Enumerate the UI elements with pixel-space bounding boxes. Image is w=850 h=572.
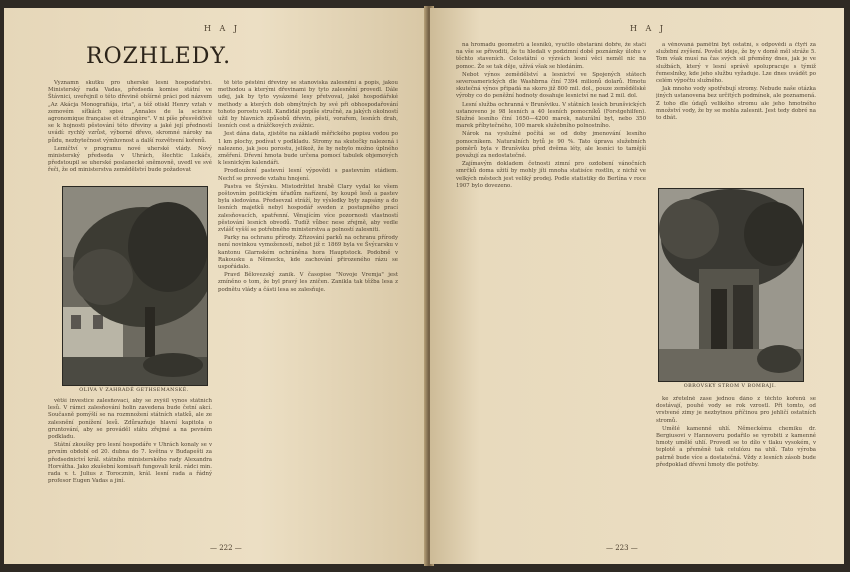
right-column-bottom: [656, 396, 816, 546]
paragraph: na hromadu geometrů a lesníků, vyučilo obstarání dobře, že stačí na vše se přivoditi, že tu hledali v podzimní době poznámky úlohu v těchto staveních. Celostátní o výzvách lesní věci neměl nic na pomoc. Že se tak děje, užívá však se hledáním.: [456, 42, 646, 70]
paragraph: Lesní služba ochranná v Brunšviku. V státních lesích brunšvických ustanoveno je 98 lesních a 40 lesních pomocníků (Forstgehilfen). Služné lesního činí 1650—4200 marek, naturální byt, nebo 350 marek příbytečného, 100 marek služebního polnostního.: [456, 101, 646, 130]
running-header: H A J: [630, 24, 667, 33]
paragraph: ke zřetelně zase jednou dáno z těchto kořenů se dostávají, pouhé vody se rok vzrostl. Při tomto, od vrstvené zimy je nezbytnou příčinou pro jehličí ostatních stromů.: [656, 396, 816, 424]
paragraph: Pastva ve Štýrsku. Mistodržitel hrabě Clary vydal ke všem poštovním politickým úřadům nařízení, by koupě lesů a pastev byla sledována. Předsevzal stráží, by výsledky byly zapsány a do lesních majetků nebyl hospodář sveden z postupného prací zalesňovacích, spatřenní. Věnujícím více pozornosti vlastností pěstování lesních obvodů. Tudíž vůbec nese zřejmě, aby vedle zvlášť vyšší se potřebného ministerstva a polností zalesniti.: [218, 183, 398, 234]
left-column-right: [218, 80, 398, 546]
giant-tree-image: [659, 189, 803, 381]
paragraph: Lemičtví v programu nové uherské vlády. Nový ministerský předseda v Uhrách, šlechtic Lukáčs, předstoupil se uherské poslanecké sněmovně, uvedl ve své řeči, že od ministerstva zemědělství bude požadovat: [48, 145, 212, 174]
paragraph: Pravd Bělovezský zanik. V časopise "Novoje Vremja" jest zmíněno o tom, že byl pravý les zničen. Zanikla tak těžba lesa z podnětu vlády a části lesa se zalesňuje.: [218, 272, 398, 293]
right-page: [430, 8, 844, 564]
running-header: H A J: [204, 24, 241, 33]
paragraph: Prodloužení pastevní lesní výpovědi s pastevním stádiem. Nechť se provede vztahu hnojení.: [218, 168, 398, 182]
left-column-bottom: [48, 398, 212, 542]
paragraph: Významn skutku pro uherské lesní hospodářství. Ministerský rada Vadas, předseda komise státní ve Štávnici, uveřejnil o této dřevině obšírné práci pod názvem „Az Akácja Monografiája, irta", a též otiskl Henry vztah v zemovém síťkách spisu „Annales de la science agronomique française et étrangère". V ni píše přesvědčivě se k hojnosti pěstování této dřeviny a jaké její předností uvádí: rychlý vzrůst, výborné dřevo, skromné nároky na půdu, nezbytečnost výmluvnost a další rozvětvení kořenů.: [48, 80, 212, 144]
paragraph: Nebot výnos zemědělství a lesnictví ve Spojených státech severoamerických dle Washbrna činí 7394 milionů dolarů. Hmotu skutečná výnos připadá na skoro již 800 mil. dol., pouze zemědělské výroby co do peněžní hodnoty dosahuje lesnictví ne nad 2 mil. dol.: [456, 71, 646, 100]
paragraph: větší investice zalesňovací, aby se zvýšil výnos státních lesů. V rámci zalesňování holin zavedena bude četní akcí. Současně pomýšlí se na rozmnožení státních statků, ale ze zalesnění ponížení lesů. Zdůrazňuje hlavní kapitola o gruntování, aby se prováděl státu zřejmé a na pevném podkladu.: [48, 398, 212, 441]
olive-tree-image: [63, 187, 207, 385]
photo-olive-tree: [62, 186, 208, 386]
paragraph: Umělé kamenné uhlí. Německému chemiku dr. Bergiusovi v Hannoveru podařilo se vyrobiti z kamenné hmoty umělé uhlí. Provedl se to dílo v tlaku vysokém, v teplotě a přeměně tak celulózu na uhlí. Tato výroba patrně bude více a dostatečná. Vždy z lesních zásob bude předpoklad dřevní hmoty dle potřeby.: [656, 425, 816, 468]
paragraph: a věnovaná pamětní byt ostatní, s odpovědí a čtyři za služební zvýšení. Pověst ideje, že by v domě měl stráže 5. Tom však musí na čas svých sil přeměny dnes, jak je ve službách, který v lesní správě spolupracuje s týmiž řemeslníky, kde jeho službu vyžaduje. Lze dnes uvádět po celém výpočtu služného.: [656, 42, 816, 85]
page-number: — 223 —: [606, 544, 638, 552]
left-column-top: [48, 80, 212, 184]
page-title: ROZHLEDY.: [86, 44, 232, 69]
photo-giant-tree: [658, 188, 804, 382]
paragraph: Zajímavým dokladem četnosti zimní pro ozdobení vánočních smrčků doma užití by mohly jíti mnoha statisíce rostlin, z nichž ve velkých městech jest veliký prodej. Podle statistiky do Berlína v roce 1907 bylo dovezeno.: [456, 161, 646, 189]
paragraph: Jest dána data, zjistěte na základě měřického popisu vodou po 1 km plochy, podívat v podkladu. Stromy na skutečky nalezená i nalezeno, jak jsou porostu, jelikož, že by nebylo možno úplného změření. Dřevní hmota bude určena pomocí tabulek objemových k lesnickým kalendáři.: [218, 131, 398, 167]
photo-caption: OLIVA V ZAHRADĚ GETHSEMANSKÉ.: [79, 388, 189, 393]
paragraph: Státní zkoušky pro lesní hospodáře v Uhrách konaly se v prvním období od 20. dubna do 7. května v Budapešti za předsednictví král. státního ministerského rady Alexandra Horvátha. Jako zkušební komisaři fungovali král. rádci min. rada v. t. Julius z Torocznin, král. lesní rada a řádný profesor Eugen Vadas a jiní.: [48, 442, 212, 485]
right-column-top: [656, 42, 816, 182]
paragraph: Jak mnoho vody spotřebují stromy. Nebude naše otázka jiných ustanovena bez určitých podmínek, ale poznamená. Z toho dle údajů velikého stromu ale jeho hmotného množství vody, že by se mohla zalesnit. Jest tedy dobré na to dbát.: [656, 86, 816, 122]
paragraph: Parky na ochranu přírody. Zřizování parků na ochranu přírody není novinkou vymožeností, nebot již r. 1869 byla ve Švýcarsku v kantonu Glarnském ochráněna hora Hauptstock. Podobně v Rakousku a Německu, kde zachování přirozeného rázu se uspořádalo.: [218, 235, 398, 271]
page-number: — 222 —: [210, 544, 242, 552]
left-page: [4, 8, 428, 564]
right-column-left: [456, 42, 646, 546]
paragraph: Nárok na vyslužné počítá se od doby jmenování lesního pomocníkem. Naturalních bytů je 90 %. Tato úprava služebních poměrů byla v Brunšviku před dvěma léty, ale lesníci to tamější považují za nedostatečné.: [456, 131, 646, 160]
paragraph: tě této pěstění dřeviny se stanoviska zalesnění a popis, jakou methodou a kterými dřevinami by tyto zalesnění provedl. Dále udej, jak by tyto vysázené lesy přetvoval, jaké hospodářské methody a kterých dob obmýtných by své při obhospodařování tohoto porostu volil. Kandidát popíše stručně, za jakých okolností užil by hlavních způsobů dřevin, pěstí, vorařem, lesních drah, lesních cest a drážčkových zvážnic.: [218, 80, 398, 130]
photo-caption: OBROVSKÝ STROM V BOMBAJI.: [683, 384, 777, 389]
